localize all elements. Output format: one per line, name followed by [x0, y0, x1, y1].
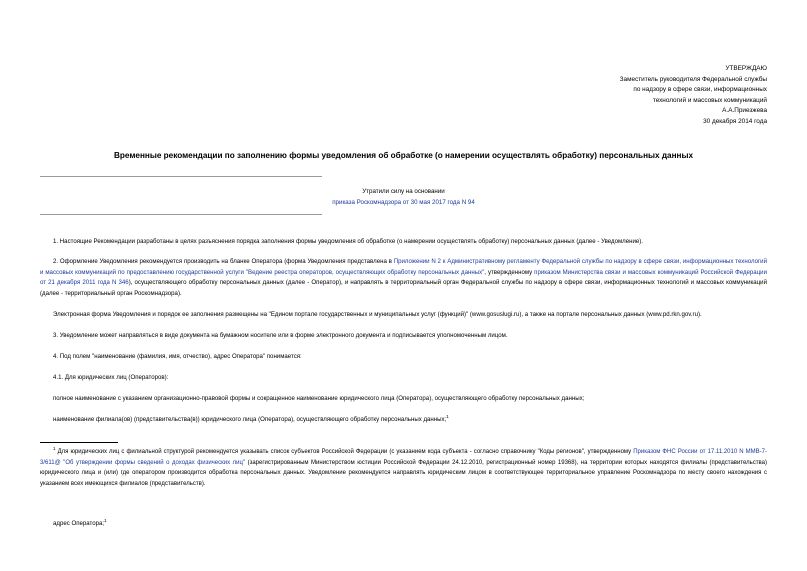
operator-address-line [53, 519, 107, 529]
paragraph-1: 1. Настоящие Рекомендации разработаны в целях разъяснения порядка заполнения формы уведомления об обработке (о намерении осуществлять обработку) персональных данных (далее - Уведомление). [53, 238, 644, 245]
operator-address-label: адрес Оператора; [53, 520, 105, 527]
appendix-regulation-link[interactable]: Приложении N 2 к Административному регламенту Федеральной службы по надзору в сфере связи, информационных технологий и массовых коммуникаций по предоставлению государственной услуги "Ведение реестра операторов, осуществляющих обработку персональных данных" [40, 258, 767, 276]
paragraph-8 [40, 415, 767, 426]
document-body [40, 237, 767, 425]
fns-order-link[interactable]: Приказом ФНС России от 17.11.2010 N ММВ-7-3/611@ "Об утверждении формы сведений о доходах физических лиц" [40, 449, 767, 466]
address-footnote-reference[interactable]: 1 [104, 517, 107, 523]
footnote [40, 447, 767, 489]
paragraph-3: Электронная форма Уведомления и порядок ее заполнения размещены на "Едином портале государственных и муниципальных услуг (функций)" (www.gosuslugi.ru), а также на портале персональных данных (www.pd.rkn.gov.ru). [53, 310, 702, 318]
ministry-order-link[interactable]: приказом Министерства связи и массовых коммуникаций Российской Федерации от 21 декабря 2011 года N 346 [40, 268, 767, 286]
paragraph-6: 4.1. Для юридических лиц (Операторов): [53, 373, 169, 381]
footnote-divider [40, 442, 118, 443]
lapsed-notice [40, 186, 767, 208]
footnote-text-b: (зарегистрированным Министерством юстиции Российской Федерации 24.12.2010, регистрационный номер 19368), на территории которых находятся филиалы (представительства) юридического лица и (или) где оператором производится обработка персональных данных. Уведомление рекомендуется направлять юридическим лицом в соответствующее территориальное управление Роскомнадзора по месту своего нахождения с указанием всех имеющихся филиалов (представительств). [40, 459, 767, 487]
paragraph-7: полное наименование с указанием организационно-правовой формы и сокращенное наименование юридического лица (Оператора), осуществляющего обработку персональных данных; [53, 394, 585, 402]
paragraph-2 [40, 257, 767, 299]
paragraph-8-text: наименование филиала(ов) (представительства(в)) юридического лица (Оператора), осуществляющего обработку персональных данных; [53, 415, 447, 423]
footnote-text-a: Для юридических лиц с филиальной структурой рекомендуется указывать список субъектов Российской Федерации (с указанием кода субъекта - согласно справочнику "Коды регионов", утвержденному [55, 449, 634, 455]
divider-bottom [40, 214, 322, 215]
lapsed-notice-text: Утратили силу на основании [362, 188, 445, 195]
approval-block [467, 64, 767, 128]
approval-position-line-2: по надзору в сфере связи, информационных [633, 86, 767, 94]
footnote-mark: 1 [53, 446, 56, 451]
approval-position-line-1: Заместитель руководителя Федеральной службы [619, 75, 767, 83]
approval-signatory: А.А.Приезжева [722, 107, 767, 115]
approval-heading: УТВЕРЖДАЮ [725, 65, 767, 72]
approval-date: 30 декабря 2014 года [703, 117, 767, 125]
approval-position-line-3: технологий и массовых коммуникаций [652, 96, 767, 104]
paragraph-4: 3. Уведомление может направляться в виде документа на бумажном носителе или в форме электронного документа и подписывается уполномоченным лицом. [53, 331, 508, 339]
footnote-reference[interactable]: 1 [446, 413, 449, 419]
paragraph-2-text-b: , утвержденному [484, 268, 535, 276]
paragraph-2-text-a: 2. Оформление Уведомления рекомендуется производить на бланке Оператора (форма Уведомления представлена в [53, 258, 394, 265]
lapsed-order-link[interactable]: приказа Роскомнадзора от 30 мая 2017 года N 94 [332, 199, 475, 206]
divider-top [40, 176, 322, 177]
document-title: Временные рекомендации по заполнению формы уведомления об обработке (о намерении осуществлять обработку) персональных данных [113, 151, 694, 160]
paragraph-5: 4. Под полем "наименование (фамилия, имя, отчество), адрес Оператора" понимается: [53, 352, 302, 360]
paragraph-2-text-c: ), осуществляющего обработку персональных данных (далее - Оператор), и направлять в территориальный орган Федеральной службы по надзору в сфере связи, информационных технологий и массовых коммуникаций (далее - территориальный орган Роскомнадзора). [40, 279, 767, 297]
